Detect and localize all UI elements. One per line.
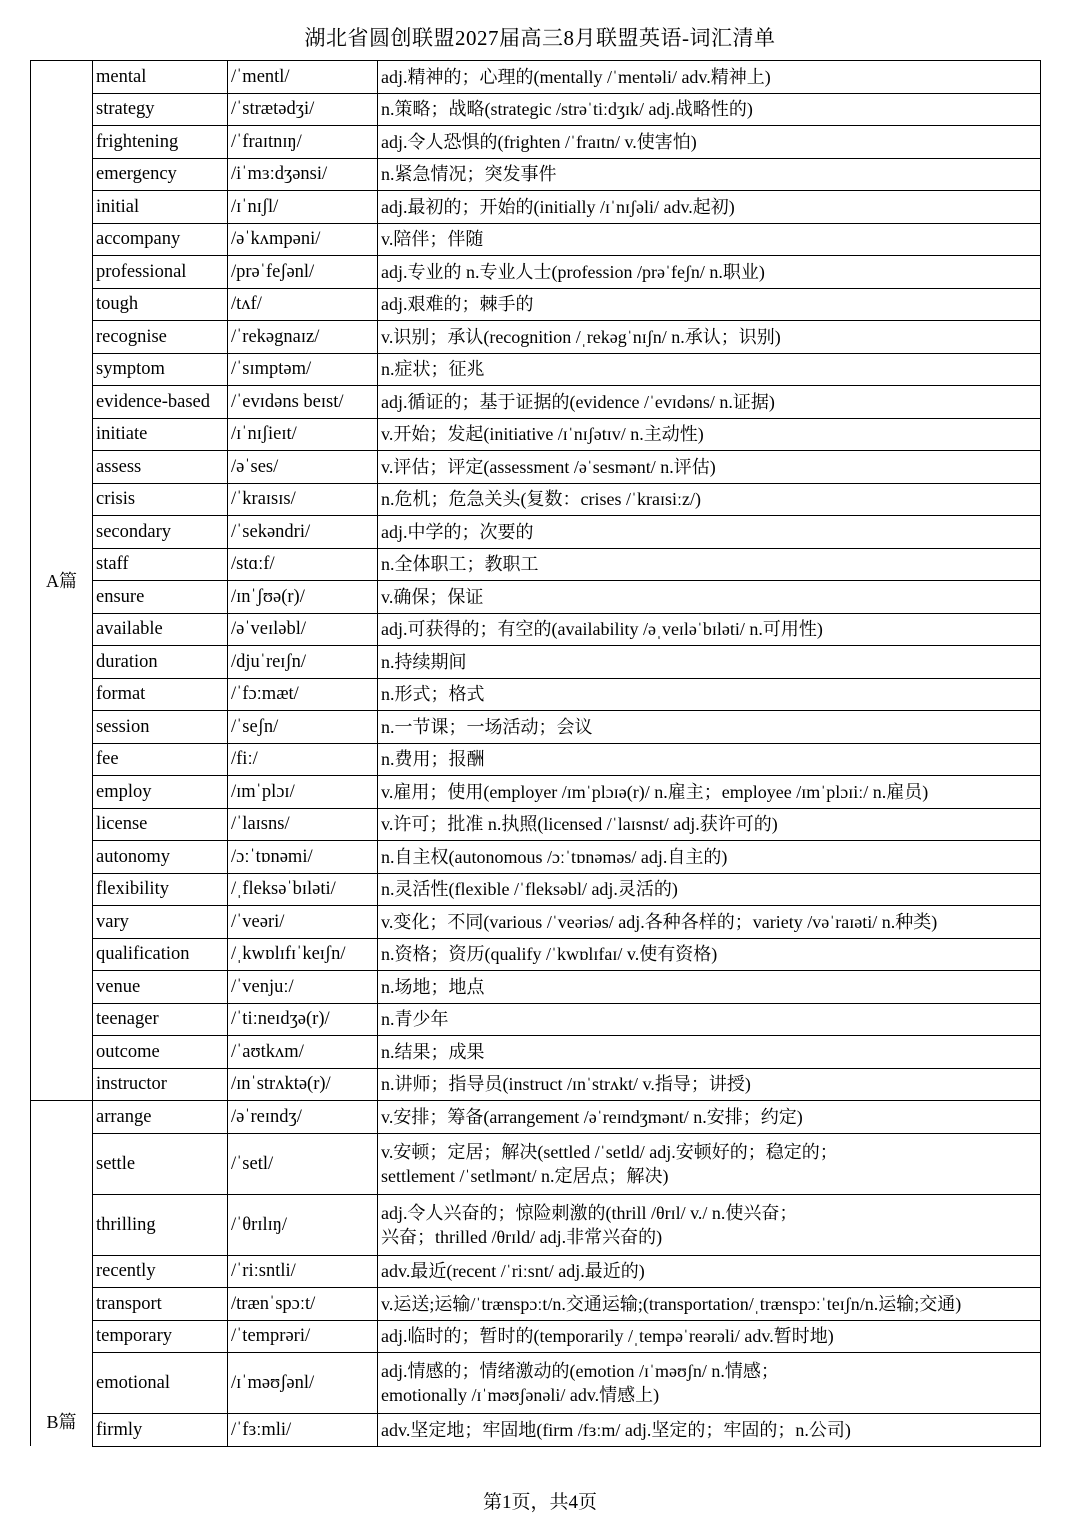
vocab-row bbox=[31, 288, 1041, 321]
vocab-row bbox=[31, 1353, 1041, 1414]
phonetic-cell: /əˈkʌmpəni/ bbox=[228, 223, 378, 256]
phonetic-cell: /ɪmˈplɔɪ/ bbox=[228, 776, 378, 809]
word-cell: employ bbox=[93, 776, 228, 809]
phonetic-cell: /tʌf/ bbox=[228, 288, 378, 321]
word-cell: accompany bbox=[93, 223, 228, 256]
word-cell: symptom bbox=[93, 353, 228, 386]
section-label: B篇 bbox=[31, 1101, 93, 1447]
vocabulary-table bbox=[30, 60, 1041, 1447]
word-cell: emergency bbox=[93, 158, 228, 191]
meaning-cell: n.一节课；一场活动；会议 bbox=[378, 711, 1041, 744]
phonetic-cell: /ˈstrætədʒi/ bbox=[228, 93, 378, 126]
phonetic-cell: /ˈfɜːmli/ bbox=[228, 1414, 378, 1447]
vocab-row bbox=[31, 1036, 1041, 1069]
word-cell: thrilling bbox=[93, 1194, 228, 1255]
meaning-cell: adv.最近(recent /ˈriːsnt/ adj.最近的) bbox=[378, 1255, 1041, 1288]
word-cell: secondary bbox=[93, 516, 228, 549]
word-cell: outcome bbox=[93, 1036, 228, 1069]
vocab-row bbox=[31, 321, 1041, 354]
vocab-row bbox=[31, 678, 1041, 711]
meaning-cell: n.全体职工；教职工 bbox=[378, 548, 1041, 581]
phonetic-cell: /ˈvenjuː/ bbox=[228, 971, 378, 1004]
vocab-row bbox=[31, 158, 1041, 191]
meaning-cell: adj.艰难的；棘手的 bbox=[378, 288, 1041, 321]
word-cell: mental bbox=[93, 61, 228, 94]
vocab-row bbox=[31, 808, 1041, 841]
phonetic-cell: /ˈsetl/ bbox=[228, 1133, 378, 1194]
meaning-cell: adj.情感的；情绪激动的(emotion /ɪˈməʊʃn/ n.情感； emotionally /ɪˈməʊʃənəli/ adv.情感上) bbox=[378, 1353, 1041, 1414]
vocab-row bbox=[31, 353, 1041, 386]
vocab-row bbox=[31, 971, 1041, 1004]
meaning-cell: adj.令人恐惧的(frighten /ˈfraɪtn/ v.使害怕) bbox=[378, 126, 1041, 159]
vocab-row bbox=[31, 906, 1041, 939]
phonetic-cell: /əˈveɪləbl/ bbox=[228, 613, 378, 646]
phonetic-cell: /ˈmentl/ bbox=[228, 61, 378, 94]
vocab-row bbox=[31, 1194, 1041, 1255]
meaning-cell: adv.坚定地；牢固地(firm /fɜːm/ adj.坚定的；牢固的；n.公司) bbox=[378, 1414, 1041, 1447]
vocab-row bbox=[31, 483, 1041, 516]
word-cell: duration bbox=[93, 646, 228, 679]
vocab-row bbox=[31, 223, 1041, 256]
vocab-row bbox=[31, 548, 1041, 581]
meaning-cell: v.许可；批准 n.执照(licensed /ˈlaɪsnst/ adj.获许可的) bbox=[378, 808, 1041, 841]
word-cell: tough bbox=[93, 288, 228, 321]
word-cell: strategy bbox=[93, 93, 228, 126]
meaning-cell: n.形式；格式 bbox=[378, 678, 1041, 711]
vocab-row bbox=[31, 711, 1041, 744]
meaning-cell: v.运送;运输/ˈtrænspɔːt/n.交通运输;(transportation/ˌtrænspɔːˈteɪʃn/n.运输;交通) bbox=[378, 1288, 1041, 1321]
vocab-row bbox=[31, 1101, 1041, 1134]
word-cell: evidence-based bbox=[93, 386, 228, 419]
phonetic-cell: /ˈlaɪsns/ bbox=[228, 808, 378, 841]
word-cell: teenager bbox=[93, 1003, 228, 1036]
vocab-row bbox=[31, 841, 1041, 874]
meaning-cell: adj.最初的；开始的(initially /ɪˈnɪʃəli/ adv.起初) bbox=[378, 191, 1041, 224]
vocab-row bbox=[31, 613, 1041, 646]
meaning-cell: adj.临时的；暂时的(temporarily /ˌtempəˈreərəli/ adv.暂时地) bbox=[378, 1320, 1041, 1353]
meaning-cell: v.确保；保证 bbox=[378, 581, 1041, 614]
document-title: 湖北省圆创联盟2027届高三8月联盟英语-词汇清单 bbox=[304, 26, 776, 50]
phonetic-cell: /ˈfɔːmæt/ bbox=[228, 678, 378, 711]
vocab-row bbox=[31, 1320, 1041, 1353]
word-cell: frightening bbox=[93, 126, 228, 159]
vocab-row bbox=[31, 93, 1041, 126]
vocabulary-table-body bbox=[31, 61, 1041, 1447]
word-cell: available bbox=[93, 613, 228, 646]
vocab-row bbox=[31, 1003, 1041, 1036]
phonetic-cell: /trænˈspɔːt/ bbox=[228, 1288, 378, 1321]
meaning-cell: n.策略；战略(strategic /strəˈtiːdʒɪk/ adj.战略性的) bbox=[378, 93, 1041, 126]
meaning-cell: n.持续期间 bbox=[378, 646, 1041, 679]
word-cell: vary bbox=[93, 906, 228, 939]
meaning-cell: v.安排；筹备(arrangement /əˈreɪndʒmənt/ n.安排；约定) bbox=[378, 1101, 1041, 1134]
word-cell: professional bbox=[93, 256, 228, 289]
word-cell: autonomy bbox=[93, 841, 228, 874]
meaning-cell: n.紧急情况；突发事件 bbox=[378, 158, 1041, 191]
phonetic-cell: /ɪnˈʃʊə(r)/ bbox=[228, 581, 378, 614]
meaning-cell: n.场地；地点 bbox=[378, 971, 1041, 1004]
meaning-cell: adj.循证的；基于证据的(evidence /ˈevɪdəns/ n.证据) bbox=[378, 386, 1041, 419]
word-cell: qualification bbox=[93, 938, 228, 971]
section-label: A篇 bbox=[31, 61, 93, 1101]
meaning-cell: n.灵活性(flexible /ˈfleksəbl/ adj.灵活的) bbox=[378, 873, 1041, 906]
vocab-row bbox=[31, 873, 1041, 906]
vocab-row bbox=[31, 1255, 1041, 1288]
word-cell: session bbox=[93, 711, 228, 744]
word-cell: recently bbox=[93, 1255, 228, 1288]
phonetic-cell: /djuˈreɪʃn/ bbox=[228, 646, 378, 679]
phonetic-cell: /ɪnˈstrʌktə(r)/ bbox=[228, 1068, 378, 1101]
vocab-row bbox=[31, 581, 1041, 614]
meaning-cell: v.雇用；使用(employer /ɪmˈplɔɪə(r)/ n.雇主；employee /ɪmˈplɔɪiː/ n.雇员) bbox=[378, 776, 1041, 809]
vocab-row bbox=[31, 938, 1041, 971]
word-cell: initiate bbox=[93, 418, 228, 451]
vocab-row bbox=[31, 1414, 1041, 1447]
word-cell: format bbox=[93, 678, 228, 711]
vocab-row bbox=[31, 1133, 1041, 1194]
meaning-cell: adj.精神的；心理的(mentally /ˈmentəli/ adv.精神上) bbox=[378, 61, 1041, 94]
phonetic-cell: /ˈevɪdəns beɪst/ bbox=[228, 386, 378, 419]
word-cell: fee bbox=[93, 743, 228, 776]
phonetic-cell: /stɑːf/ bbox=[228, 548, 378, 581]
vocab-row bbox=[31, 386, 1041, 419]
word-cell: initial bbox=[93, 191, 228, 224]
word-cell: temporary bbox=[93, 1320, 228, 1353]
phonetic-cell: /ˈθrɪlɪŋ/ bbox=[228, 1194, 378, 1255]
meaning-cell: v.评估；评定(assessment /əˈsesmənt/ n.评估) bbox=[378, 451, 1041, 484]
meaning-cell: adj.令人兴奋的；惊险刺激的(thrill /θrɪl/ v./ n.使兴奋； 兴奋；thrilled /θrɪld/ adj.非常兴奋的) bbox=[378, 1194, 1041, 1255]
vocab-row bbox=[31, 1068, 1041, 1101]
word-cell: firmly bbox=[93, 1414, 228, 1447]
word-cell: assess bbox=[93, 451, 228, 484]
phonetic-cell: /əˈreɪndʒ/ bbox=[228, 1101, 378, 1134]
vocab-row bbox=[31, 126, 1041, 159]
phonetic-cell: /iˈmɜːdʒənsi/ bbox=[228, 158, 378, 191]
phonetic-cell: /ˌfleksəˈbɪləti/ bbox=[228, 873, 378, 906]
phonetic-cell: /ˈaʊtkʌm/ bbox=[228, 1036, 378, 1069]
phonetic-cell: /əˈses/ bbox=[228, 451, 378, 484]
word-cell: license bbox=[93, 808, 228, 841]
word-cell: emotional bbox=[93, 1353, 228, 1414]
vocab-row bbox=[31, 418, 1041, 451]
word-cell: ensure bbox=[93, 581, 228, 614]
word-cell: flexibility bbox=[93, 873, 228, 906]
phonetic-cell: /ˈtiːneɪdʒə(r)/ bbox=[228, 1003, 378, 1036]
phonetic-cell: /ɪˈməʊʃənl/ bbox=[228, 1353, 378, 1414]
phonetic-cell: /ˈsekəndri/ bbox=[228, 516, 378, 549]
meaning-cell: v.安顿；定居；解决(settled /ˈsetld/ adj.安顿好的；稳定的； settlement /ˈsetlmənt/ n.定居点；解决) bbox=[378, 1133, 1041, 1194]
phonetic-cell: /prəˈfeʃənl/ bbox=[228, 256, 378, 289]
vocab-row bbox=[31, 1288, 1041, 1321]
phonetic-cell: /ˈriːsntli/ bbox=[228, 1255, 378, 1288]
meaning-cell: n.危机；危急关头(复数：crises /ˈkraɪsiːz/) bbox=[378, 483, 1041, 516]
meaning-cell: n.症状；征兆 bbox=[378, 353, 1041, 386]
meaning-cell: adj.中学的；次要的 bbox=[378, 516, 1041, 549]
meaning-cell: n.青少年 bbox=[378, 1003, 1041, 1036]
word-cell: crisis bbox=[93, 483, 228, 516]
word-cell: arrange bbox=[93, 1101, 228, 1134]
vocab-row bbox=[31, 256, 1041, 289]
phonetic-cell: /ˈveəri/ bbox=[228, 906, 378, 939]
meaning-cell: adj.可获得的；有空的(availability /əˌveɪləˈbɪləti/ n.可用性) bbox=[378, 613, 1041, 646]
phonetic-cell: /fiː/ bbox=[228, 743, 378, 776]
phonetic-cell: /ɪˈnɪʃl/ bbox=[228, 191, 378, 224]
meaning-cell: v.变化；不同(various /ˈveəriəs/ adj.各种各样的；variety /vəˈraɪəti/ n.种类) bbox=[378, 906, 1041, 939]
vocab-row bbox=[31, 191, 1041, 224]
word-cell: transport bbox=[93, 1288, 228, 1321]
meaning-cell: adj.专业的 n.专业人士(profession /prəˈfeʃn/ n.职业) bbox=[378, 256, 1041, 289]
phonetic-cell: /ˈkraɪsɪs/ bbox=[228, 483, 378, 516]
vocab-row bbox=[31, 451, 1041, 484]
meaning-cell: n.自主权(autonomous /ɔːˈtɒnəməs/ adj.自主的) bbox=[378, 841, 1041, 874]
meaning-cell: n.费用；报酬 bbox=[378, 743, 1041, 776]
phonetic-cell: /ɪˈnɪʃieɪt/ bbox=[228, 418, 378, 451]
word-cell: staff bbox=[93, 548, 228, 581]
word-cell: venue bbox=[93, 971, 228, 1004]
meaning-cell: n.结果；成果 bbox=[378, 1036, 1041, 1069]
vocab-row bbox=[31, 743, 1041, 776]
phonetic-cell: /ˈtemprəri/ bbox=[228, 1320, 378, 1353]
phonetic-cell: /ˌkwɒlɪfɪˈkeɪʃn/ bbox=[228, 938, 378, 971]
word-cell: instructor bbox=[93, 1068, 228, 1101]
phonetic-cell: /ˈfraɪtnɪŋ/ bbox=[228, 126, 378, 159]
vocab-row bbox=[31, 516, 1041, 549]
phonetic-cell: /ˈsɪmptəm/ bbox=[228, 353, 378, 386]
phonetic-cell: /ɔːˈtɒnəmi/ bbox=[228, 841, 378, 874]
meaning-cell: n.讲师；指导员(instruct /ɪnˈstrʌkt/ v.指导；讲授) bbox=[378, 1068, 1041, 1101]
meaning-cell: v.识别；承认(recognition /ˌrekəgˈnɪʃn/ n.承认；识别) bbox=[378, 321, 1041, 354]
vocab-row bbox=[31, 61, 1041, 94]
phonetic-cell: /ˈrekəgnaɪz/ bbox=[228, 321, 378, 354]
page-footer: 第1页，共4页 bbox=[482, 1492, 597, 1513]
word-cell: settle bbox=[93, 1133, 228, 1194]
meaning-cell: v.开始；发起(initiative /ɪˈnɪʃətɪv/ n.主动性) bbox=[378, 418, 1041, 451]
word-cell: recognise bbox=[93, 321, 228, 354]
vocab-row bbox=[31, 776, 1041, 809]
meaning-cell: v.陪伴；伴随 bbox=[378, 223, 1041, 256]
phonetic-cell: /ˈseʃn/ bbox=[228, 711, 378, 744]
meaning-cell: n.资格；资历(qualify /ˈkwɒlɪfaɪ/ v.使有资格) bbox=[378, 938, 1041, 971]
vocab-row bbox=[31, 646, 1041, 679]
